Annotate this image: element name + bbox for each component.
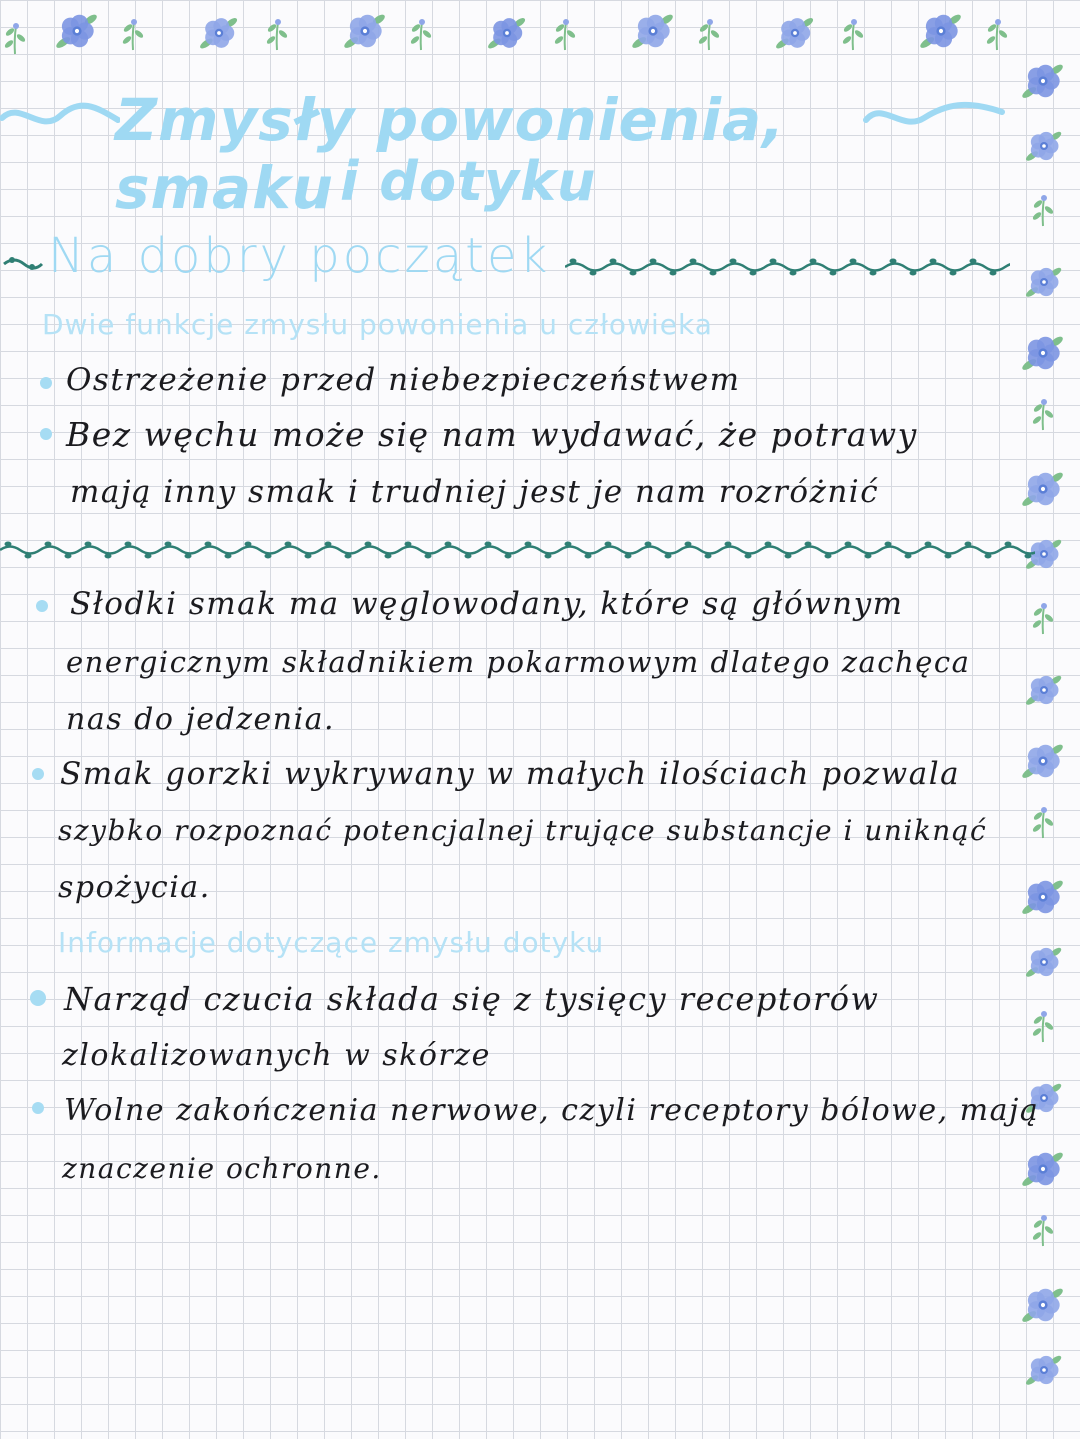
forget-me-not-icon <box>1024 1350 1070 1396</box>
bullet-icon <box>36 600 48 612</box>
leaf-sprig-icon <box>1028 1214 1058 1248</box>
forget-me-not-icon <box>54 8 100 54</box>
touch-item-2-line-1: Wolne zakończenia nerwowe, czyli receptory bólowe, mają <box>64 1093 1040 1128</box>
forget-me-not-icon <box>1020 738 1066 784</box>
smell-item-2-line-1: Bez węchu może się nam wydawać, że potrawy <box>66 415 918 454</box>
bullet-icon <box>40 377 52 389</box>
touch-item-1-line-2: zlokalizowanych w skórze <box>62 1038 491 1073</box>
leaf-sprig-icon <box>550 18 580 52</box>
forget-me-not-icon <box>1024 942 1070 988</box>
bullet-icon <box>30 990 46 1006</box>
leaf-sprig-icon <box>838 18 868 52</box>
leaf-sprig-icon <box>118 18 148 52</box>
title-block <box>0 78 1010 228</box>
taste-item-1-line-1: Słodki smak ma węglowodany, które są głównym <box>70 586 904 622</box>
leaf-sprig-icon <box>1028 806 1058 840</box>
leaf-sprig-icon <box>1028 1010 1058 1044</box>
leaf-sprig-icon <box>406 18 436 52</box>
forget-me-not-icon <box>774 12 820 58</box>
title-line-2: i dotyku <box>340 150 597 213</box>
forget-me-not-icon <box>1020 466 1066 512</box>
forget-me-not-icon <box>1024 126 1070 172</box>
title-line-1: Zmysły powonienia, smaku <box>115 86 786 222</box>
smell-subheading: Dwie funkcje zmysłu powonienia u człowieka <box>42 308 713 341</box>
forget-me-not-icon <box>630 8 676 54</box>
forget-me-not-icon <box>1020 330 1066 376</box>
smell-item-2-line-2: mają inny smak i trudniej jest je nam rozróżnić <box>70 474 880 510</box>
taste-item-2-line-3: spożycia. <box>58 870 211 905</box>
title-swash-right-icon <box>862 96 1007 136</box>
bullet-icon <box>32 768 44 780</box>
bullet-icon <box>32 1102 44 1114</box>
smell-item-1-line-1: Ostrzeżenie przed niebezpieczeństwem <box>66 362 741 398</box>
bullet-icon <box>40 428 52 440</box>
forget-me-not-icon <box>342 8 388 54</box>
taste-item-1-line-3: nas do jedzenia. <box>66 702 336 737</box>
forget-me-not-icon <box>1020 58 1066 104</box>
title-swash-left-icon <box>0 98 120 138</box>
forget-me-not-icon <box>1020 1282 1066 1328</box>
leaf-sprig-icon <box>0 22 30 56</box>
taste-item-2-line-1: Smak gorzki wykrywany w małych ilościach pozwala <box>60 756 961 792</box>
forget-me-not-icon <box>486 12 532 58</box>
right-flower-border <box>1014 40 1074 1435</box>
touch-item-1-line-1: Narząd czucia składa się z tysięcy receptorów <box>64 980 880 1018</box>
top-flower-border <box>0 4 1010 64</box>
vine-divider-top-icon <box>565 254 1010 280</box>
forget-me-not-icon <box>198 12 244 58</box>
forget-me-not-icon <box>918 8 964 54</box>
vine-divider-left-icon <box>2 252 44 274</box>
section-heading: Na dobry początek <box>48 228 551 284</box>
leaf-sprig-icon <box>694 18 724 52</box>
touch-item-2-line-2: znaczenie ochronne. <box>62 1152 382 1185</box>
forget-me-not-icon <box>1020 1146 1066 1192</box>
taste-item-1-line-2: energicznym składnikiem pokarmowym dlatego zachęca <box>66 645 971 679</box>
forget-me-not-icon <box>1020 874 1066 920</box>
forget-me-not-icon <box>1024 262 1070 308</box>
leaf-sprig-icon <box>1028 398 1058 432</box>
vine-divider-middle-icon <box>0 536 1035 564</box>
touch-subheading: Informacje dotyczące zmysłu dotyku <box>58 926 605 959</box>
taste-item-2-line-2: szybko rozpoznać potencjalnej trujące substancje i uniknąć <box>58 814 988 847</box>
leaf-sprig-icon <box>262 18 292 52</box>
leaf-sprig-icon <box>1028 194 1058 228</box>
leaf-sprig-icon <box>982 18 1012 52</box>
leaf-sprig-icon <box>1028 602 1058 636</box>
forget-me-not-icon <box>1024 670 1070 716</box>
